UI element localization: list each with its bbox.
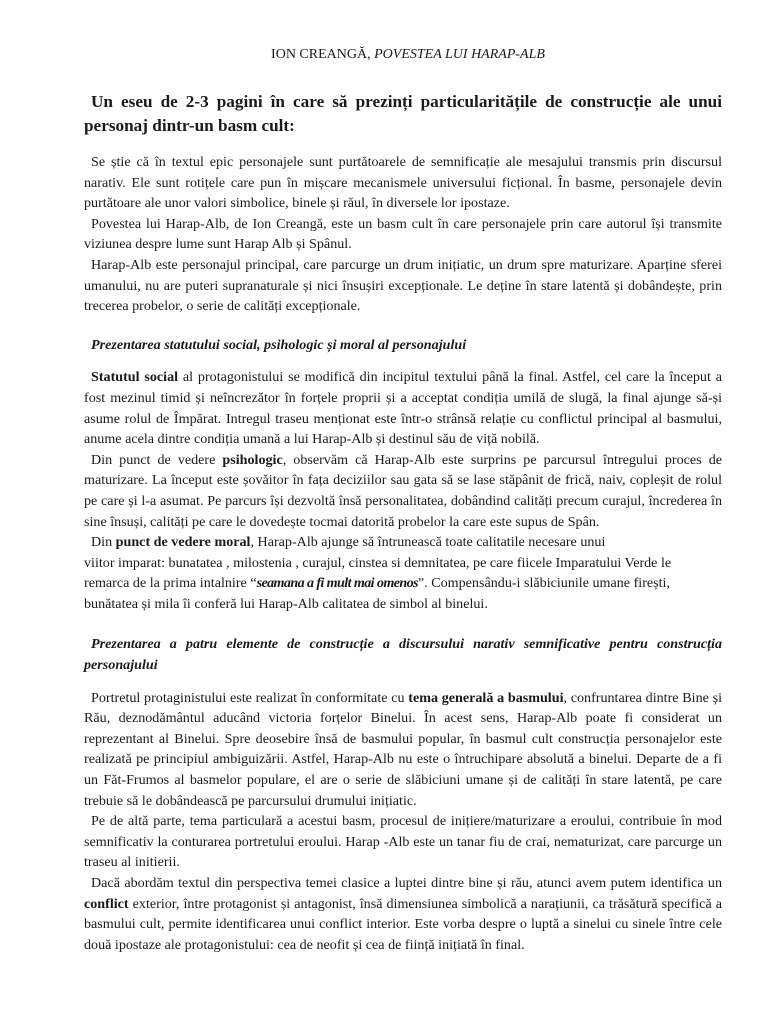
section-2-heading: Prezentarea a patru elemente de construcție a discursului narativ semnificative pentru construcția personajului bbox=[84, 636, 722, 674]
theme-label: tema generală a basmului bbox=[408, 689, 564, 706]
moral-line-3-prefix: remarca de la prima intalnire “ bbox=[84, 575, 257, 592]
title-work: POVESTEA LUI HARAP-ALB bbox=[374, 47, 545, 62]
psychological-paragraph bbox=[84, 450, 722, 532]
moral-text: , Harap-Alb ajunge să întrunească toate calitatile necesare unui bbox=[250, 534, 606, 551]
theme-text: , confruntarea dintre Bine și Rău, deznodământul aducând victoria forțelor Binelui. În acest sens, Harap-Alb poate fi considerat un reprezentant al Binelui. Spre deosebire însă de basmului popular, în basmul cult construcția personajelor este realizată pe principiul ambiguizării. Astfel, Harap-Alb nu este o întruchipare absolută a binelui. Departe de a fi un Făt-Frumos al basmelor populare, el are o serie de slăbiciuni umane și de calități în stare latentă, pe care trebuie să le dobândească pe parcursului drumului inițiatic. bbox=[84, 689, 722, 809]
conflict-text: exterior, între protagonist și antagonist, însă dimensiunea simbolică a narațiunii, ca trăsătură specifică a basmului cult, permite identificarea unui conflict interior. Este vorba despre o luptă a sinelui cu sinele între cele două ipostaze ale protagonistului: cea de neofit și cea de ființă inițiată în final. bbox=[84, 895, 722, 953]
theme-paragraph bbox=[84, 688, 722, 812]
assignment-heading: Un eseu de 2-3 pagini în care să prezinți particularitățile de construcție ale unui personaj dintr-un basm cult: bbox=[84, 92, 722, 135]
psychological-prefix: Din punct de vedere bbox=[91, 451, 223, 468]
moral-line-4: bunătatea și mila îi conferă lui Harap-Alb calitatea de simbol al binelui. bbox=[84, 595, 488, 612]
social-status-text: al protagonistului se modifică din incipitul textului până la final. Astfel, cel care la început a fost mezinul timid și neîncrezător în forțele proprii și a acceptat condiția umilă de slugă, la final ajunge să-și asume rolul de Împărat. Intregul traseu menționat este într-o strânsă relație cu conflictul principal al basmului, anume acela dintre condiția umană a lui Harap-Alb și destinul său de viță nobilă. bbox=[84, 369, 722, 448]
moral-line-3 bbox=[84, 573, 722, 594]
initiation-paragraph: Pe de altă parte, tema particulară a acestui basm, procesul de inițiere/maturizare a eroului, contribuie în mod semnificativ la conturarea portretului eroului. Harap -Alb este un tanar fiu de crai, nematurizat, care parcurge un traseu al initierii. bbox=[84, 813, 722, 871]
theme-prefix: Portretul protaginistului este realizat în conformitate cu bbox=[91, 689, 409, 706]
moral-label: punct de vedere moral bbox=[115, 534, 251, 551]
conflict-label: conflict bbox=[84, 895, 129, 912]
moral-line-3-suffix: ”. Compensându-i slăbiciunile umane firești, bbox=[417, 575, 670, 592]
conflict-prefix: Dacă abordăm textul din perspectiva temei clasice a luptei dintre bine și rău, atunci avem putem identifica un bbox=[91, 875, 722, 891]
document-title bbox=[84, 46, 722, 64]
moral-quote: seamana a fi mult mai omenos bbox=[256, 575, 418, 592]
psychological-text: , observăm că Harap-Alb este surprins pe parcursul întregului proces de maturizare. La început este șovăitor în fața deciziilor sau gata să se lase stăpânit de frică, naiv, copleșit de rolul pe care și l-a asumat. Pe parcurs își dezvoltă însă personalitatea, dobândind calități precum curajul, încrederea în sine însuși, calități pe care le dovedește tocmai datorită probelor la care este supus de Spân. bbox=[84, 451, 722, 530]
moral-paragraph bbox=[84, 532, 722, 614]
moral-prefix: Din bbox=[91, 534, 116, 551]
intro-paragraph-2: Povestea lui Harap-Alb, de Ion Creangă, este un basm cult în care personajele prin care autorul își transmite viziunea despre lume sunt Harap Alb și Spânul. bbox=[84, 215, 722, 253]
moral-line-1 bbox=[84, 532, 722, 553]
intro-paragraph-1: Se știe că în textul epic personajele sunt purtătoarele de semnificație ale mesajului transmis prin discursul narativ. Ele sunt rotițele care pun în mișcare mecanismele universului ficțional. În basme, personajele devin purtătoare ale unor valori simbolice, binele și răul, în diversele lor ipostaze. bbox=[84, 154, 722, 212]
title-author: ION CREANGĂ, bbox=[271, 47, 375, 62]
section-1-heading: Prezentarea statutului social, psihologic și moral al personajului bbox=[91, 336, 467, 353]
social-status-label: Statutul social bbox=[91, 369, 179, 386]
social-status-paragraph bbox=[84, 367, 722, 449]
conflict-paragraph bbox=[84, 873, 722, 955]
moral-line-2: viitor imparat: bunatatea , milostenia , curajul, cinstea si demnitatea, pe care fiicele Imparatului Verde le bbox=[84, 554, 672, 571]
psychological-label: psihologic bbox=[222, 451, 283, 468]
intro-paragraph-3: Harap-Alb este personajul principal, care parcurge un drum inițiatic, un drum spre maturizare. Aparține sferei umanului, nu are puteri supranaturale și nici însușiri excepționale. Le deține în stare latentă și dobândește, prin trecerea probelor, o serie de calități excepționale. bbox=[84, 256, 722, 315]
